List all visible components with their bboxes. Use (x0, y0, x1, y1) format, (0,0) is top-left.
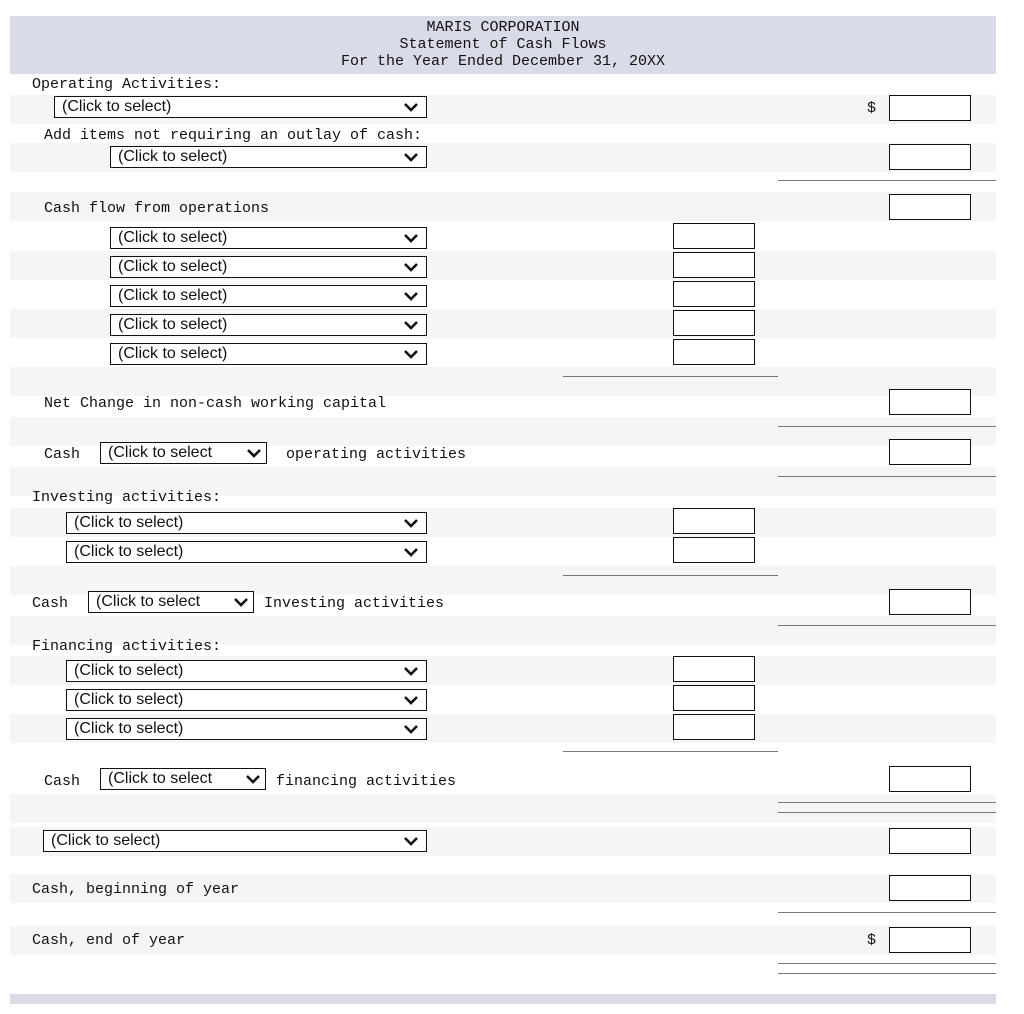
cash-word-label: Cash (44, 446, 81, 463)
subtotal-line (563, 751, 778, 752)
row-shade (10, 794, 996, 823)
double-line-bottom (778, 812, 996, 813)
chevron-down-icon (403, 262, 419, 272)
net-change-working-capital-label: Net Change in non-cash working capital (44, 395, 387, 412)
investing-activities-heading: Investing activities: (32, 489, 222, 506)
working-capital-select-5[interactable] (110, 343, 427, 365)
cash-investing-input[interactable] (889, 589, 971, 615)
currency-symbol: $ (867, 932, 877, 949)
financing-select-2[interactable] (66, 689, 427, 711)
select-value: (Click to select) (74, 662, 184, 679)
financing-select-3[interactable] (66, 718, 427, 740)
chevron-down-icon (403, 724, 419, 734)
cash-beginning-label: Cash, beginning of year (32, 881, 240, 898)
chevron-down-icon (403, 518, 419, 528)
working-capital-input-5[interactable] (673, 339, 755, 365)
chevron-down-icon (233, 597, 249, 607)
subtotal-line (778, 180, 996, 181)
cash-word-label: Cash (32, 595, 69, 612)
cash-beginning-input[interactable] (889, 875, 971, 901)
select-value: (Click to select) (118, 229, 228, 246)
select-value: (Click to select) (74, 514, 184, 531)
net-income-select[interactable] (54, 96, 427, 118)
working-capital-select-3[interactable] (110, 285, 427, 307)
investing-input-1[interactable] (673, 508, 755, 534)
working-capital-input-2[interactable] (673, 252, 755, 278)
investing-activities-label: Investing activities (264, 595, 445, 612)
financing-input-2[interactable] (673, 685, 755, 711)
select-value: (Click to select) (62, 98, 172, 115)
add-items-label: Add items not requiring an outlay of cash: (44, 127, 423, 144)
net-change-cash-select[interactable] (43, 830, 427, 852)
investing-select-1[interactable] (66, 512, 427, 534)
chevron-down-icon (403, 152, 419, 162)
chevron-down-icon (403, 666, 419, 676)
chevron-down-icon (403, 695, 419, 705)
working-capital-select-4[interactable] (110, 314, 427, 336)
select-value: (Click to select) (74, 720, 184, 737)
cash-financing-input[interactable] (889, 766, 971, 792)
cash-end-input[interactable] (889, 927, 971, 953)
cash-operating-direction-select[interactable] (100, 442, 267, 464)
statement-period: For the Year Ended December 31, 20XX (340, 53, 666, 70)
working-capital-select-2[interactable] (110, 256, 427, 278)
financing-activities-label: financing activities (276, 773, 457, 790)
chevron-down-icon (403, 836, 419, 846)
noncash-item-select[interactable] (110, 146, 427, 168)
subtotal-line (778, 426, 996, 427)
cash-flow-from-operations-label: Cash flow from operations (44, 200, 270, 217)
financing-select-1[interactable] (66, 660, 427, 682)
investing-select-2[interactable] (66, 541, 427, 563)
cash-end-label: Cash, end of year (32, 932, 186, 949)
select-value: (Click to select (96, 593, 201, 610)
chevron-down-icon (403, 102, 419, 112)
chevron-down-icon (246, 448, 262, 458)
row-shade (10, 367, 996, 396)
statement-footer (10, 994, 996, 1004)
select-value: (Click to select) (118, 148, 228, 165)
select-value: (Click to select (108, 770, 213, 787)
net-income-input[interactable] (889, 95, 971, 121)
working-capital-select-1[interactable] (110, 227, 427, 249)
working-capital-input-1[interactable] (673, 223, 755, 249)
double-line-top (778, 802, 996, 803)
financing-input-3[interactable] (673, 714, 755, 740)
subtotal-line (778, 912, 996, 913)
net-change-working-capital-input[interactable] (889, 389, 971, 415)
operating-activities-heading: Operating Activities: (32, 76, 222, 93)
cash-word-label: Cash (44, 773, 81, 790)
subtotal-line (778, 476, 996, 477)
double-line-top (778, 963, 996, 964)
select-value: (Click to select) (51, 832, 161, 849)
net-change-cash-input[interactable] (889, 828, 971, 854)
cash-financing-direction-select[interactable] (100, 768, 266, 790)
noncash-item-input[interactable] (889, 144, 971, 170)
select-value: (Click to select) (118, 287, 228, 304)
operating-activities-label: operating activities (286, 446, 467, 463)
working-capital-input-4[interactable] (673, 310, 755, 336)
cash-investing-direction-select[interactable] (88, 591, 254, 613)
chevron-down-icon (403, 547, 419, 557)
subtotal-line (563, 575, 778, 576)
chevron-down-icon (245, 774, 261, 784)
financing-activities-heading: Financing activities: (32, 638, 222, 655)
chevron-down-icon (403, 349, 419, 359)
investing-input-2[interactable] (673, 537, 755, 563)
cash-operating-input[interactable] (889, 439, 971, 465)
subtotal-line (778, 625, 996, 626)
chevron-down-icon (403, 233, 419, 243)
currency-symbol: $ (867, 100, 877, 117)
select-value: (Click to select) (74, 543, 184, 560)
select-value: (Click to select (108, 444, 213, 461)
double-line-bottom (778, 973, 996, 974)
financing-input-1[interactable] (673, 656, 755, 682)
cash-flow-from-operations-input[interactable] (889, 194, 971, 220)
chevron-down-icon (403, 291, 419, 301)
select-value: (Click to select) (118, 316, 228, 333)
select-value: (Click to select) (74, 691, 184, 708)
select-value: (Click to select) (118, 258, 228, 275)
chevron-down-icon (403, 320, 419, 330)
statement-title: Statement of Cash Flows (399, 36, 607, 53)
select-value: (Click to select) (118, 345, 228, 362)
subtotal-line (563, 376, 778, 377)
company-name: MARIS CORPORATION (426, 19, 580, 36)
working-capital-input-3[interactable] (673, 281, 755, 307)
statement-header (10, 16, 996, 74)
